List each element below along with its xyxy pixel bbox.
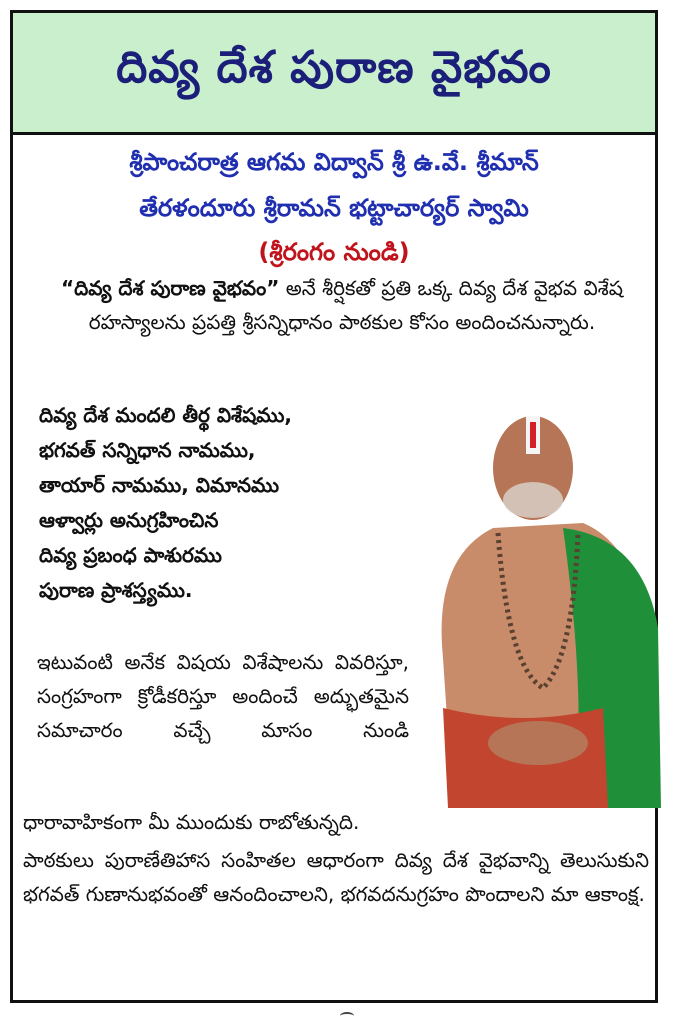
topic-item: తాయార్ నామము, విమానము bbox=[39, 473, 280, 497]
forehead-mark-red bbox=[530, 422, 536, 448]
topic-item: ఆళ్వార్లు అనుగ్రహించిన bbox=[39, 508, 219, 532]
article-frame bbox=[10, 10, 658, 1003]
author-line-1: శ్రీపాంచరాత్ర ఆగమ విద్వాన్ శ్రీ ఉ.వే. శ్రీమాన్ bbox=[129, 148, 539, 176]
intro-paragraph bbox=[37, 271, 647, 339]
topic-item: భగవత్ సన్నిధాన నామము, bbox=[39, 438, 256, 462]
body-paragraph-1: ఇటువంటి అనేక విషయ విశేషాలను వివరిస్తూ, సంగ్రహంగా క్రోడీకరిస్తూ అందించే అద్భుతమైన సమాచారం వచ్చే మాసం నుండి bbox=[37, 650, 409, 742]
title-banner bbox=[13, 13, 655, 135]
topics-list bbox=[39, 398, 292, 608]
topic-item: పురాణ ప్రాశస్త్యము. bbox=[39, 578, 193, 602]
intro-quote: “దివ్య దేశ పురాణ వైభవం” bbox=[60, 276, 280, 300]
author-location: (శ్రీరంగం నుండి) bbox=[258, 238, 410, 266]
folded-hands bbox=[488, 721, 588, 765]
body-paragraph-1-end: ధారావాహికంగా మీ ముందుకు రాబోతున్నది. bbox=[23, 810, 360, 834]
priest-photo bbox=[413, 408, 661, 808]
beard-shape bbox=[503, 482, 563, 518]
closing-paragraph: పాఠకులు పురాణేతిహాస సంహితల ఆధారంగా దివ్య దేశ వైభవాన్ని తెలుసుకుని భగవత్ గుణానుభవంతో ఆనందించాలని, భగవదనుగ్రహం పొందాలని మా ఆకాంక్ష. bbox=[23, 848, 649, 906]
topic-item: దివ్య దేశ మందలి తీర్థ విశేషము, bbox=[39, 403, 292, 427]
intro-text: అనే శీర్షికతో ప్రతి ఒక్క దివ్య దేశ వైభవ విశేష రహస్యాలను ప్రపత్తి శ్రీసన్నిధానం పాఠకుల కోసం అందించనున్నారు. bbox=[88, 276, 623, 334]
author-line-2: తేరళందూరు శ్రీరామన్ భట్టాచార్యర్ స్వామి bbox=[139, 194, 529, 222]
page-edge-mark bbox=[340, 1012, 354, 1020]
topic-item: దివ్య ప్రబంధ పాశురము bbox=[39, 543, 222, 567]
article-title: దివ్య దేశ పురాణ వైభవం bbox=[116, 41, 552, 93]
